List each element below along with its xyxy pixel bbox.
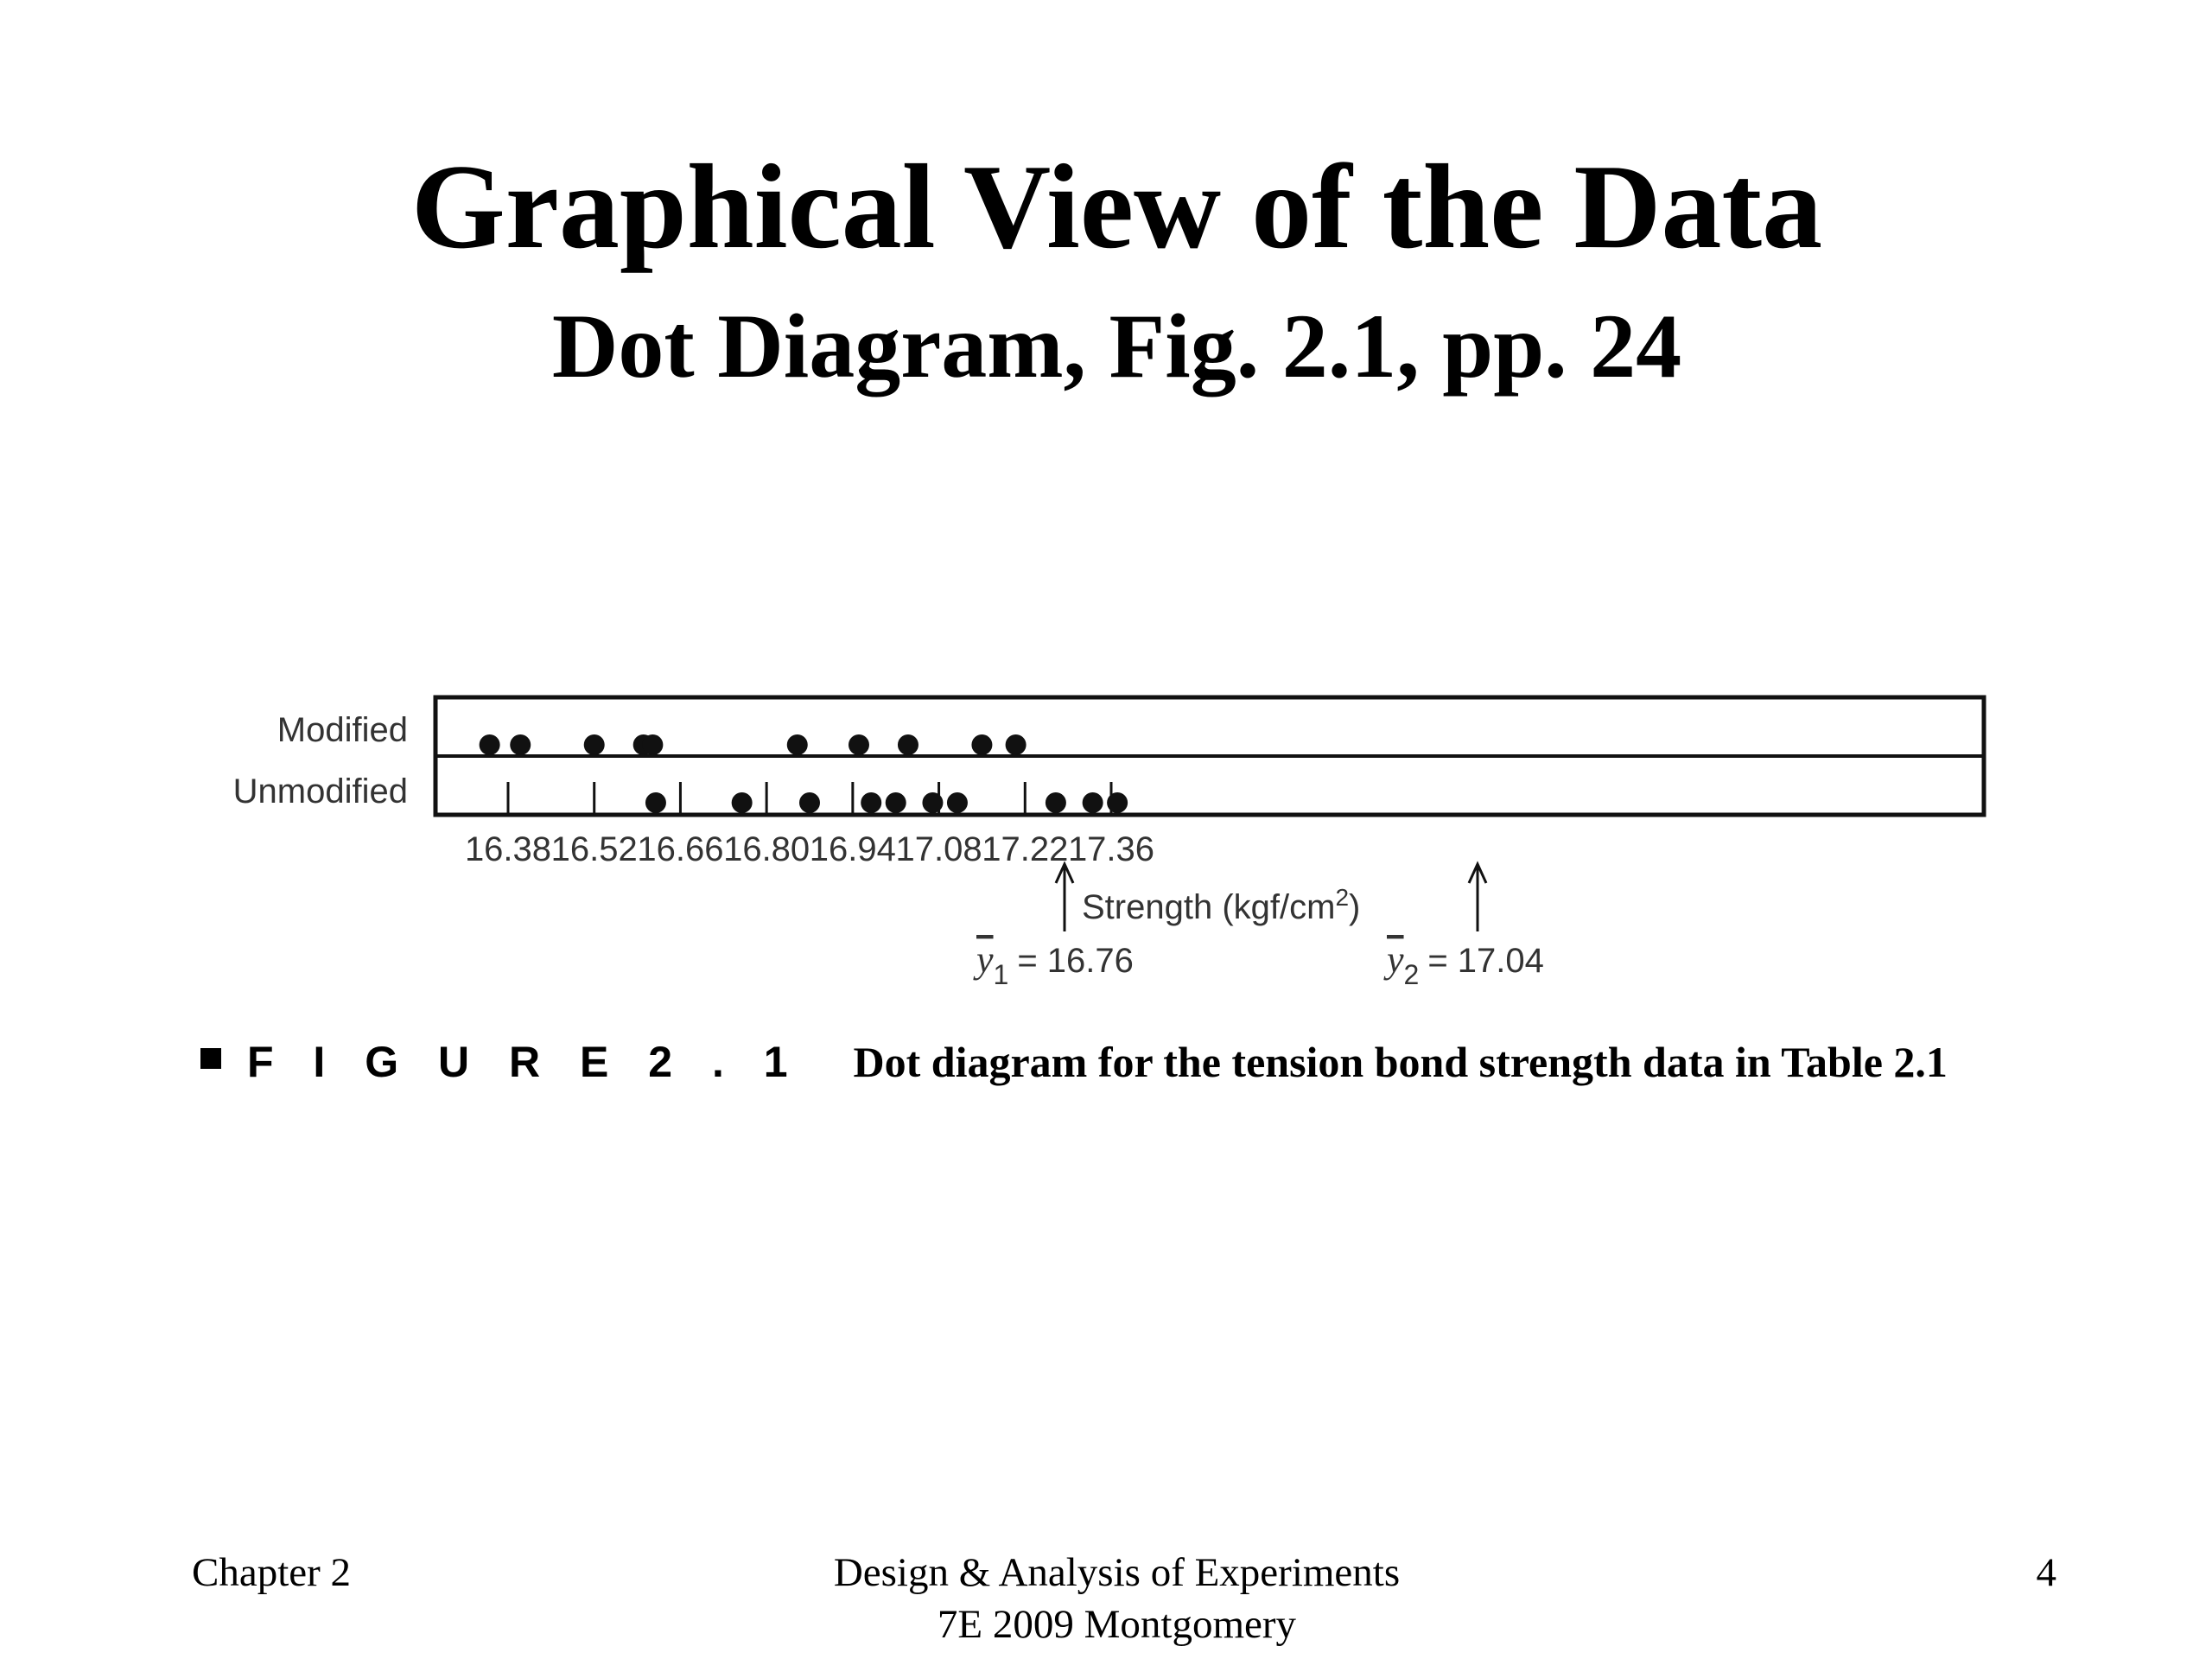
plot-frame xyxy=(435,697,1984,815)
slide-title: Graphical View of the Data xyxy=(410,140,1823,274)
x-tick-label: 16.94 xyxy=(809,830,896,868)
slide-subtitle: Dot Diagram, Fig. 2.1, pp. 24 xyxy=(551,296,1682,397)
data-dot xyxy=(971,734,992,755)
caption-bullet xyxy=(200,1048,221,1069)
data-dot xyxy=(510,734,531,755)
series-label: Unmodified xyxy=(232,772,408,810)
x-tick-label: 16.80 xyxy=(723,830,810,868)
data-dot xyxy=(1046,792,1066,813)
x-axis-ticks xyxy=(465,782,1360,926)
x-tick-label: 17.36 xyxy=(1067,830,1155,868)
mean-subscript: 2 xyxy=(1403,959,1420,990)
data-dot xyxy=(584,734,605,755)
x-tick-label: 16.38 xyxy=(464,830,552,868)
data-dot xyxy=(861,792,881,813)
data-dot xyxy=(898,734,918,755)
x-tick-label: 16.52 xyxy=(550,830,638,868)
x-tick-label: 17.22 xyxy=(982,830,1069,868)
mean-symbol: y xyxy=(1387,938,1404,981)
mean-annotations xyxy=(973,864,1544,990)
data-dots xyxy=(480,734,1128,813)
data-dot xyxy=(1083,792,1103,813)
data-dot xyxy=(732,792,753,813)
mean-value: = 17.04 xyxy=(1427,942,1544,980)
figure-label: F I G U R E 2 . 1 xyxy=(247,1038,802,1086)
data-dot xyxy=(642,734,663,755)
x-axis-label: Strength $(kgf/cm^2)$ xyxy=(1082,883,1361,926)
series-label: Modified xyxy=(276,711,408,749)
data-dot xyxy=(849,734,869,755)
figure-caption-text: Dot diagram for the tension bond strength data in Table 2.1 xyxy=(853,1038,1948,1086)
page-number: 4 xyxy=(2036,1550,2056,1595)
data-dot xyxy=(1107,792,1128,813)
data-dot xyxy=(922,792,943,813)
data-dot xyxy=(799,792,820,813)
x-tick-label: 16.66 xyxy=(637,830,724,868)
footer-book-title-line2: 7E 2009 Montgomery xyxy=(937,1602,1297,1647)
mean-subscript: 1 xyxy=(993,959,1009,990)
data-dot xyxy=(886,792,906,813)
footer-book-title-line1: Design & Analysis of Experiments xyxy=(833,1550,1401,1595)
figure-caption xyxy=(200,1037,1948,1097)
data-dot xyxy=(947,792,968,813)
mean-label xyxy=(1383,938,1544,990)
x-tick-label: 17.08 xyxy=(895,830,982,868)
mean-label xyxy=(973,938,1134,990)
data-dot xyxy=(480,734,500,755)
data-dot xyxy=(645,792,666,813)
mean-value: = 16.76 xyxy=(1017,942,1134,980)
data-dot xyxy=(787,734,808,755)
x-axis-label-superscript: 2 xyxy=(1335,883,1350,911)
mean-symbol: y xyxy=(976,938,994,981)
footer-chapter: Chapter 2 xyxy=(192,1550,352,1595)
data-dot xyxy=(1006,734,1027,755)
series-labels xyxy=(233,711,408,810)
footer-book-title xyxy=(0,1547,2212,1650)
